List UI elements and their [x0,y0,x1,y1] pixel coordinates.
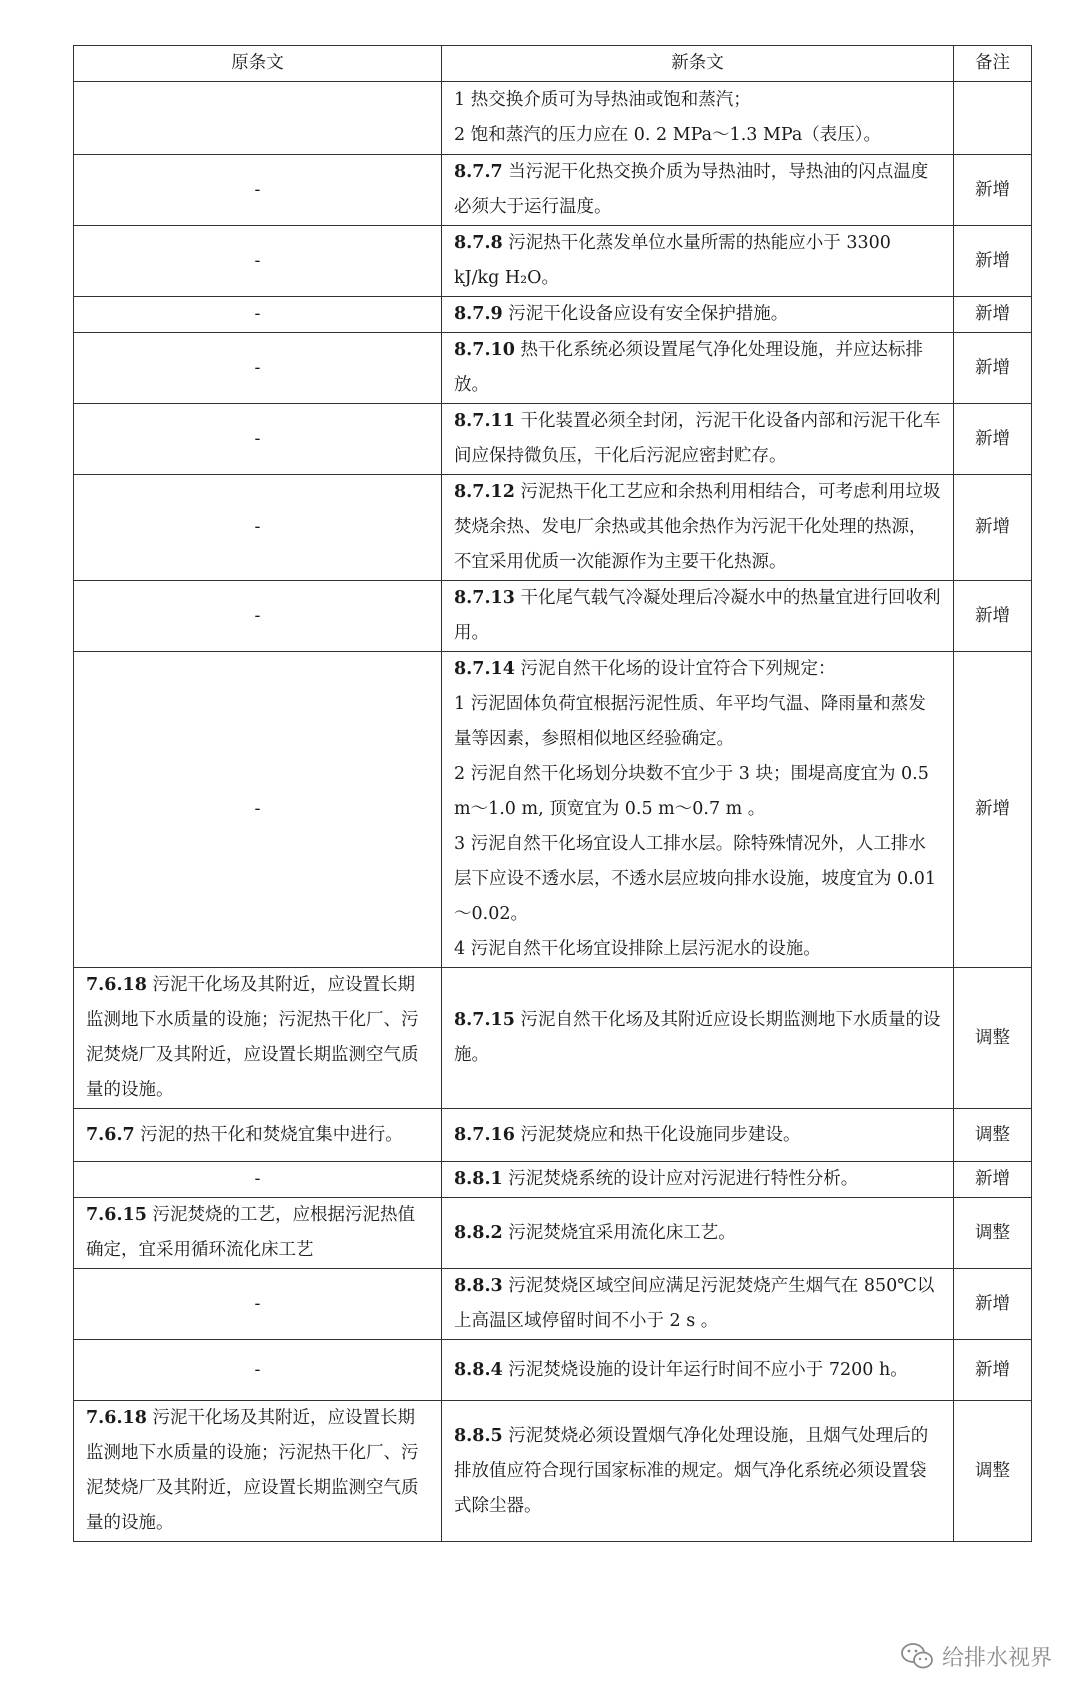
original-clause-cell [74,475,442,581]
original-clause-cell [74,1269,442,1340]
new-clause-cell [442,968,954,1109]
new-clause-text: 污泥自然干化场及其附近应设长期监测地下水质量的设施。 [454,1010,941,1065]
new-clause-number: 8.7.14 [454,659,515,679]
new-clause-cell [442,1109,954,1162]
new-clause-paragraph [454,1118,941,1153]
table-row [74,82,1032,155]
note-cell: 新增 [954,333,1032,404]
new-clause-paragraph [454,1269,941,1339]
note-cell: 新增 [954,155,1032,226]
new-clause-text: 1 污泥固体负荷宜根据污泥性质、年平均气温、降雨量和蒸发量等因素，参照相似地区经验确定。 [454,694,926,749]
new-clause-text: 污泥热干化蒸发单位水量所需的热能应小于 3300 kJ/kg H₂O。 [454,233,891,288]
original-clause-text: - [254,428,261,449]
original-clause-cell [74,1109,442,1162]
new-clause-number: 8.7.11 [454,411,515,431]
new-clause-number: 8.8.3 [454,1276,503,1296]
table-row [74,968,1032,1109]
original-clause-text: - [254,304,261,324]
new-clause-cell [442,333,954,404]
watermark [900,1640,1052,1672]
new-clause-text: 污泥干化设备应设有安全保护措施。 [508,304,789,324]
original-clause-cell [74,1198,442,1269]
new-clause-text: 2 污泥自然干化场划分块数不宜少于 3 块；围堤高度宜为 0.5 m～1.0 m, 顶宽宜为 0.5 m～0.7 m 。 [454,764,929,819]
original-clause-text: - [254,1359,261,1380]
table-row [74,226,1032,297]
new-clause-paragraph [454,1353,941,1388]
new-clause-paragraph [454,155,941,225]
new-clause-text: 污泥焚烧设施的设计年运行时间不应小于 7200 h。 [508,1359,908,1380]
note-cell: 调整 [954,968,1032,1109]
new-clause-cell [442,652,954,968]
new-clause-paragraph [454,581,941,651]
new-clause-number: 8.8.4 [454,1359,503,1380]
original-clause-text: - [254,250,261,271]
table-row [74,297,1032,333]
new-clause-paragraph [454,1216,941,1251]
note-cell: 新增 [954,652,1032,968]
original-clause-cell [74,652,442,968]
table-row [74,581,1032,652]
new-clause-paragraph [454,226,941,296]
table-row [74,155,1032,226]
new-clause-paragraph [454,333,941,403]
original-clause-cell [74,333,442,404]
new-clause-text: 干化尾气载气冷凝处理后冷凝水中的热量宜进行回收利用。 [454,588,941,643]
new-clause-number: 8.7.7 [454,162,503,182]
new-clause-number: 8.7.8 [454,233,503,253]
original-clause-number: 7.6.15 [86,1205,147,1225]
new-clause-text: 污泥焚烧宜采用流化床工艺。 [508,1222,736,1243]
new-clause-cell [442,297,954,333]
new-clause-number: 8.8.2 [454,1222,503,1243]
new-clause-paragraph [454,687,941,757]
new-clause-text: 2 饱和蒸汽的压力应在 0. 2 MPa～1.3 MPa（表压）。 [454,125,882,145]
table-row [74,404,1032,475]
new-clause-text: 当污泥干化热交换介质为导热油时，导热油的闪点温度必须大于运行温度。 [454,162,929,217]
original-clause-cell [74,1401,442,1542]
new-clause-paragraph [454,932,941,967]
new-clause-cell [442,475,954,581]
original-clause-cell [74,82,442,155]
new-clause-number: 8.7.13 [454,588,515,608]
note-cell: 新增 [954,404,1032,475]
note-cell: 调整 [954,1401,1032,1542]
new-clause-number: 8.7.9 [454,304,503,324]
note-cell: 新增 [954,1162,1032,1198]
original-clause-text: - [254,1293,261,1314]
original-clause-number: 7.6.18 [86,975,147,995]
original-clause-cell [74,1162,442,1198]
new-clause-cell [442,1340,954,1401]
new-clause-text: 4 污泥自然干化场宜设排除上层污泥水的设施。 [454,939,821,959]
original-clause-text: - [254,517,261,537]
comparison-table [73,45,1032,1542]
original-clause-text: 污泥的热干化和焚烧宜集中进行。 [140,1124,403,1145]
note-cell: 新增 [954,1340,1032,1401]
new-clause-text: 污泥焚烧应和热干化设施同步建设。 [520,1124,801,1145]
original-clause-number: 7.6.18 [86,1408,147,1428]
original-clause-cell [74,155,442,226]
original-clause-cell [74,297,442,333]
original-clause-cell [74,226,442,297]
new-clause-number: 8.7.12 [454,482,515,502]
new-clause-paragraph [454,1162,941,1197]
note-cell: 新增 [954,1269,1032,1340]
new-clause-paragraph [454,1419,941,1524]
new-clause-paragraph [454,1003,941,1073]
table-row [74,1198,1032,1269]
watermark-text: 给排水视界 [941,1645,1052,1671]
note-cell [954,82,1032,155]
new-clause-text: 3 污泥自然干化场宜设人工排水层。除特殊情况外，人工排水层下应设不透水层，不透水层应坡向排水设施，坡度宜为 0.01～0.02。 [454,834,937,924]
table-row [74,1340,1032,1401]
new-clause-paragraph [454,652,941,687]
note-cell: 调整 [954,1109,1032,1162]
note-cell: 新增 [954,226,1032,297]
new-clause-cell [442,82,954,155]
original-clause-cell [74,1340,442,1401]
wechat-icon [900,1642,934,1670]
new-clause-cell [442,1269,954,1340]
note-cell: 新增 [954,475,1032,581]
new-clause-text: 干化装置必须全封闭，污泥干化设备内部和污泥干化车间应保持微负压，干化后污泥应密封贮存。 [454,411,941,466]
note-cell: 调整 [954,1198,1032,1269]
new-clause-number: 8.7.15 [454,1010,515,1030]
table-row [74,1109,1032,1162]
note-cell: 新增 [954,297,1032,333]
original-clause-text: - [254,799,261,819]
original-clause-cell [74,581,442,652]
new-clause-number: 8.7.16 [454,1124,515,1145]
new-clause-cell [442,1198,954,1269]
table-row [74,1269,1032,1340]
note-cell: 新增 [954,581,1032,652]
original-clause-number: 7.6.7 [86,1124,135,1145]
header-note: 备注 [954,46,1032,82]
new-clause-paragraph [454,83,941,118]
table-row [74,333,1032,404]
new-clause-cell [442,155,954,226]
new-clause-cell [442,581,954,652]
header-new: 新条文 [442,46,954,82]
original-clause-text: 污泥焚烧的工艺，应根据污泥热值确定，宜采用循环流化床工艺 [86,1205,415,1260]
new-clause-text: 污泥焚烧必须设置烟气净化处理设施，且烟气处理后的排放值应符合现行国家标准的规定。烟气净化系统必须设置袋式除尘器。 [454,1425,929,1516]
new-clause-paragraph [454,475,941,580]
table-row [74,1401,1032,1542]
table-header-row [74,46,1032,82]
original-clause-text: - [254,357,261,378]
new-clause-text: 污泥焚烧系统的设计应对污泥进行特性分析。 [508,1169,859,1189]
new-clause-paragraph [454,297,941,332]
new-clause-paragraph [454,404,941,474]
table-row [74,652,1032,968]
table-body [74,82,1032,1542]
original-clause-text: 污泥干化场及其附近，应设置长期监测地下水质量的设施；污泥热干化厂、污泥焚烧厂及其附近，应设置长期监测空气质量的设施。 [86,975,419,1100]
original-clause-text: - [254,605,261,626]
original-clause-cell [74,404,442,475]
original-clause-cell [74,968,442,1109]
new-clause-cell [442,1401,954,1542]
new-clause-number: 8.8.5 [454,1425,503,1446]
header-original: 原条文 [74,46,442,82]
new-clause-cell [442,226,954,297]
new-clause-number: 8.7.10 [454,340,515,360]
new-clause-number: 8.8.1 [454,1169,503,1189]
original-clause-text: - [254,1169,261,1189]
original-clause-text: - [254,179,261,200]
new-clause-cell [442,404,954,475]
new-clause-paragraph [454,118,941,153]
new-clause-cell [442,1162,954,1198]
table-row [74,1162,1032,1198]
new-clause-text: 污泥热干化工艺应和余热利用相结合，可考虑利用垃圾焚烧余热、发电厂余热或其他余热作为污泥干化处理的热源，不宜采用优质一次能源作为主要干化热源。 [454,482,941,572]
new-clause-text: 1 热交换介质可为导热油或饱和蒸汽； [454,90,751,110]
new-clause-paragraph [454,757,941,827]
new-clause-text: 热干化系统必须设置尾气净化处理设施，并应达标排放。 [454,340,923,395]
new-clause-paragraph [454,827,941,932]
original-clause-text: 污泥干化场及其附近，应设置长期监测地下水质量的设施；污泥热干化厂、污泥焚烧厂及其附近，应设置长期监测空气质量的设施。 [86,1408,419,1533]
new-clause-text: 污泥焚烧区域空间应满足污泥焚烧产生烟气在 850℃以上高温区域停留时间不小于 2 s 。 [454,1276,935,1331]
new-clause-text: 污泥自然干化场的设计宜符合下列规定： [520,659,836,679]
table-row [74,475,1032,581]
